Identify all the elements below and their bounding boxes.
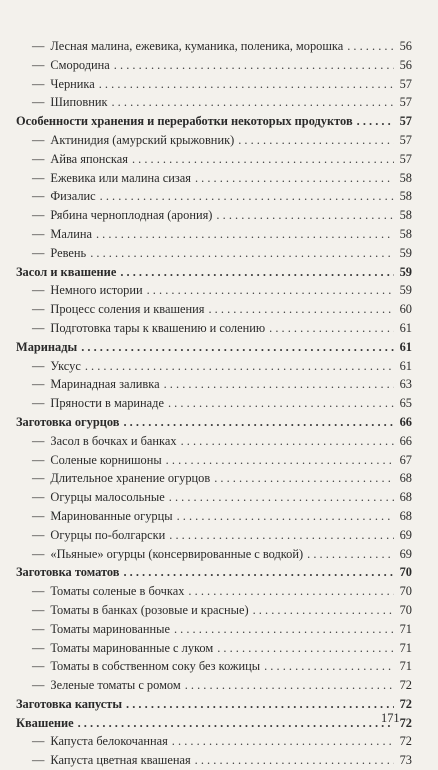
toc-page-number: 70 [399, 565, 412, 580]
toc-entry-title: Засол в бочках и банках [50, 433, 177, 448]
toc-entry-title: Огурцы малосольные [50, 490, 165, 505]
dot-leader [181, 432, 394, 451]
dot-leader [347, 37, 394, 56]
dot-leader [174, 620, 394, 639]
toc-entry-title: Томаты маринованные с луком [50, 640, 214, 655]
toc-entry [16, 300, 412, 319]
dot-leader [217, 639, 394, 658]
dot-leader [164, 375, 394, 394]
toc-entry [16, 131, 412, 150]
toc-page-number: 63 [399, 377, 412, 392]
toc-entry [16, 657, 412, 676]
toc-entry-dash: — [32, 170, 45, 185]
toc-entry [16, 451, 412, 470]
toc-page-number: 61 [399, 320, 412, 335]
toc-page-number: 58 [399, 208, 412, 223]
dot-leader [114, 56, 394, 75]
toc-entry-title: Айва японская [50, 151, 128, 166]
toc-page-number: 70 [399, 602, 412, 617]
toc-entry-title: Огурцы по-болгарски [50, 527, 166, 542]
dot-leader [99, 75, 394, 94]
toc-page-number: 57 [399, 132, 412, 147]
toc-entry-title: Томаты в банках (розовые и красные) [50, 602, 249, 617]
toc-entry-title: Засол и квашение [16, 264, 117, 279]
toc-entry-title: Пряности в маринаде [50, 396, 164, 411]
toc-section-heading [16, 413, 412, 432]
dot-leader [90, 244, 394, 263]
dot-leader [78, 714, 394, 733]
toc-entry-title: Ревень [50, 245, 87, 260]
toc-entry [16, 56, 412, 75]
dot-leader [177, 507, 394, 526]
dot-leader [81, 338, 394, 357]
dot-leader [147, 281, 394, 300]
toc-page-number: 72 [399, 678, 412, 693]
toc-entry [16, 676, 412, 695]
dot-leader [169, 488, 394, 507]
toc-page-number: 68 [399, 471, 412, 486]
toc-entry [16, 620, 412, 639]
dot-leader [166, 451, 394, 470]
toc-entry-dash: — [32, 527, 45, 542]
table-of-contents [16, 37, 412, 770]
toc-entry-title: Маринадная заливка [50, 377, 160, 392]
toc-section-heading [16, 338, 412, 357]
toc-entry-dash: — [32, 283, 45, 298]
toc-page-number: 69 [399, 527, 412, 542]
toc-entry [16, 432, 412, 451]
toc-entry [16, 244, 412, 263]
toc-entry [16, 394, 412, 413]
toc-entry-title: Черника [50, 76, 95, 91]
toc-entry-title: Капуста белокочанная [50, 734, 168, 749]
dot-leader [253, 601, 394, 620]
dot-leader [188, 582, 394, 601]
toc-entry [16, 488, 412, 507]
dot-leader [172, 732, 394, 751]
toc-entry-dash: — [32, 57, 45, 72]
toc-page-number: 57 [399, 95, 412, 110]
toc-entry [16, 75, 412, 94]
toc-entry-title: Длительное хранение огурцов [50, 471, 211, 486]
toc-entry [16, 545, 412, 564]
toc-entry-dash: — [32, 320, 45, 335]
toc-entry-dash: — [32, 640, 45, 655]
toc-entry-dash: — [32, 546, 45, 561]
dot-leader [123, 563, 394, 582]
toc-section-heading [16, 695, 412, 714]
toc-entry-dash: — [32, 377, 45, 392]
toc-page-number: 71 [399, 621, 412, 636]
toc-entry [16, 751, 412, 770]
toc-page-number: 61 [399, 358, 412, 373]
toc-entry [16, 526, 412, 545]
toc-entry-title: Томаты в собственном соку без кожицы [50, 659, 261, 674]
toc-page-number: 57 [399, 151, 412, 166]
toc-page-number: 68 [399, 490, 412, 505]
toc-entry-title: Немного истории [50, 283, 143, 298]
toc-entry-dash: — [32, 471, 45, 486]
toc-entry-title: Квашение [16, 715, 74, 730]
toc-page-number: 66 [399, 433, 412, 448]
page-number: 171 [381, 711, 400, 725]
dot-leader [169, 526, 394, 545]
toc-entry-dash: — [32, 659, 45, 674]
dot-leader [264, 657, 394, 676]
dot-leader [185, 676, 394, 695]
toc-entry-dash: — [32, 208, 45, 223]
dot-leader [96, 225, 394, 244]
toc-entry-title: Рябина черноплодная (арония) [50, 208, 213, 223]
toc-page-number: 72 [399, 696, 412, 711]
toc-page-number: 72 [399, 734, 412, 749]
toc-entry [16, 37, 412, 56]
dot-leader [85, 357, 394, 376]
toc-entry-title: Ежевика или малина сизая [50, 170, 191, 185]
toc-page-number: 57 [399, 114, 412, 129]
toc-entry-title: Лесная малина, ежевика, куманика, поленика, морошка [50, 39, 344, 53]
toc-entry-dash: — [32, 396, 45, 411]
toc-page-number: 58 [399, 189, 412, 204]
toc-entry-title: Зеленые томаты с ромом [50, 678, 181, 693]
toc-entry-title: Процесс соления и квашения [50, 302, 205, 317]
toc-entry [16, 225, 412, 244]
toc-entry-title: Подготовка тары к квашению и солению [50, 320, 266, 335]
dot-leader [216, 206, 394, 225]
toc-entry [16, 639, 412, 658]
toc-section-heading [16, 112, 412, 131]
toc-page-number: 67 [399, 452, 412, 467]
dot-leader [123, 413, 394, 432]
toc-entry-title: Шиповник [50, 95, 108, 110]
toc-page-number: 61 [399, 339, 412, 354]
toc-entry-title: Маринады [16, 339, 78, 354]
toc-entry [16, 169, 412, 188]
toc-page-number: 71 [399, 659, 412, 674]
toc-entry-title: Заготовка капусты [16, 696, 123, 711]
toc-entry-dash: — [32, 151, 45, 166]
toc-entry-title: Соленые корнишоны [50, 452, 162, 467]
toc-page-number: 59 [399, 264, 412, 279]
toc-entry-title: Томаты соленые в бочках [50, 584, 185, 599]
toc-page-number: 71 [399, 640, 412, 655]
dot-leader [168, 394, 394, 413]
toc-page-number: 57 [399, 76, 412, 91]
dot-leader [100, 187, 394, 206]
toc-entry-dash: — [32, 95, 45, 110]
toc-entry-dash: — [32, 584, 45, 599]
dot-leader [269, 319, 394, 338]
toc-page-number: 73 [399, 753, 412, 768]
toc-section-heading [16, 563, 412, 582]
dot-leader [132, 150, 394, 169]
dot-leader [307, 545, 394, 564]
dot-leader [214, 469, 394, 488]
toc-page-number: 66 [399, 414, 412, 429]
toc-section-heading [16, 263, 412, 282]
toc-page-number: 56 [399, 39, 412, 53]
toc-page-number: 56 [399, 57, 412, 72]
toc-entry-dash: — [32, 678, 45, 693]
dot-leader [120, 263, 394, 282]
toc-entry-dash: — [32, 76, 45, 91]
toc-entry [16, 150, 412, 169]
toc-entry-dash: — [32, 621, 45, 636]
toc-page-number: 65 [399, 396, 412, 411]
dot-leader [195, 751, 394, 770]
dot-leader [126, 695, 394, 714]
dot-leader [195, 169, 394, 188]
toc-entry [16, 206, 412, 225]
toc-entry-dash: — [32, 490, 45, 505]
toc-entry [16, 93, 412, 112]
toc-entry-title: Смородина [50, 57, 110, 72]
toc-entry-dash: — [32, 189, 45, 204]
toc-entry-dash: — [32, 602, 45, 617]
toc-entry-dash: — [32, 734, 45, 749]
toc-entry [16, 582, 412, 601]
toc-entry-title: Заготовка томатов [16, 565, 120, 580]
toc-entry-dash: — [32, 226, 45, 241]
toc-entry-title: Маринованные огурцы [50, 508, 173, 523]
toc-page-number: 58 [399, 226, 412, 241]
toc-entry [16, 601, 412, 620]
toc-entry [16, 375, 412, 394]
dot-leader [357, 112, 394, 131]
toc-entry-dash: — [32, 245, 45, 260]
toc-page-number: 60 [399, 302, 412, 317]
toc-entry [16, 187, 412, 206]
toc-page-number: 68 [399, 508, 412, 523]
toc-page-number: 59 [399, 245, 412, 260]
toc-page-number: 72 [399, 715, 412, 730]
toc-entry-dash: — [32, 39, 45, 53]
toc-page-number: 58 [399, 170, 412, 185]
toc-entry [16, 469, 412, 488]
toc-entry-title: Особенности хранения и переработки некоторых продуктов [16, 114, 353, 129]
toc-entry-dash: — [32, 452, 45, 467]
toc-entry [16, 732, 412, 751]
toc-section-heading [16, 714, 412, 733]
toc-entry-dash: — [32, 433, 45, 448]
toc-entry-title: Уксус [50, 358, 81, 373]
toc-entry-title: Заготовка огурцов [16, 414, 120, 429]
toc-entry-dash: — [32, 132, 45, 147]
toc-page-number: 70 [399, 584, 412, 599]
dot-leader [238, 131, 394, 150]
dot-leader [208, 300, 394, 319]
toc-page-number: 69 [399, 546, 412, 561]
toc-entry [16, 507, 412, 526]
toc-entry-title: Капуста цветная квашеная [50, 753, 191, 768]
toc-entry-dash: — [32, 358, 45, 373]
toc-entry [16, 281, 412, 300]
toc-entry-title: Томаты маринованные [50, 621, 170, 636]
toc-entry-title: Актинидия (амурский крыжовник) [50, 132, 235, 147]
toc-entry-dash: — [32, 508, 45, 523]
toc-entry-dash: — [32, 302, 45, 317]
toc-entry-title: Малина [50, 226, 92, 241]
toc-page-number: 59 [399, 283, 412, 298]
toc-entry [16, 319, 412, 338]
toc-entry-title: Физалис [50, 189, 96, 204]
toc-entry [16, 357, 412, 376]
dot-leader [111, 93, 394, 112]
toc-entry-title: «Пьяные» огурцы (консервированные с водкой) [50, 546, 304, 561]
toc-entry-dash: — [32, 753, 45, 768]
